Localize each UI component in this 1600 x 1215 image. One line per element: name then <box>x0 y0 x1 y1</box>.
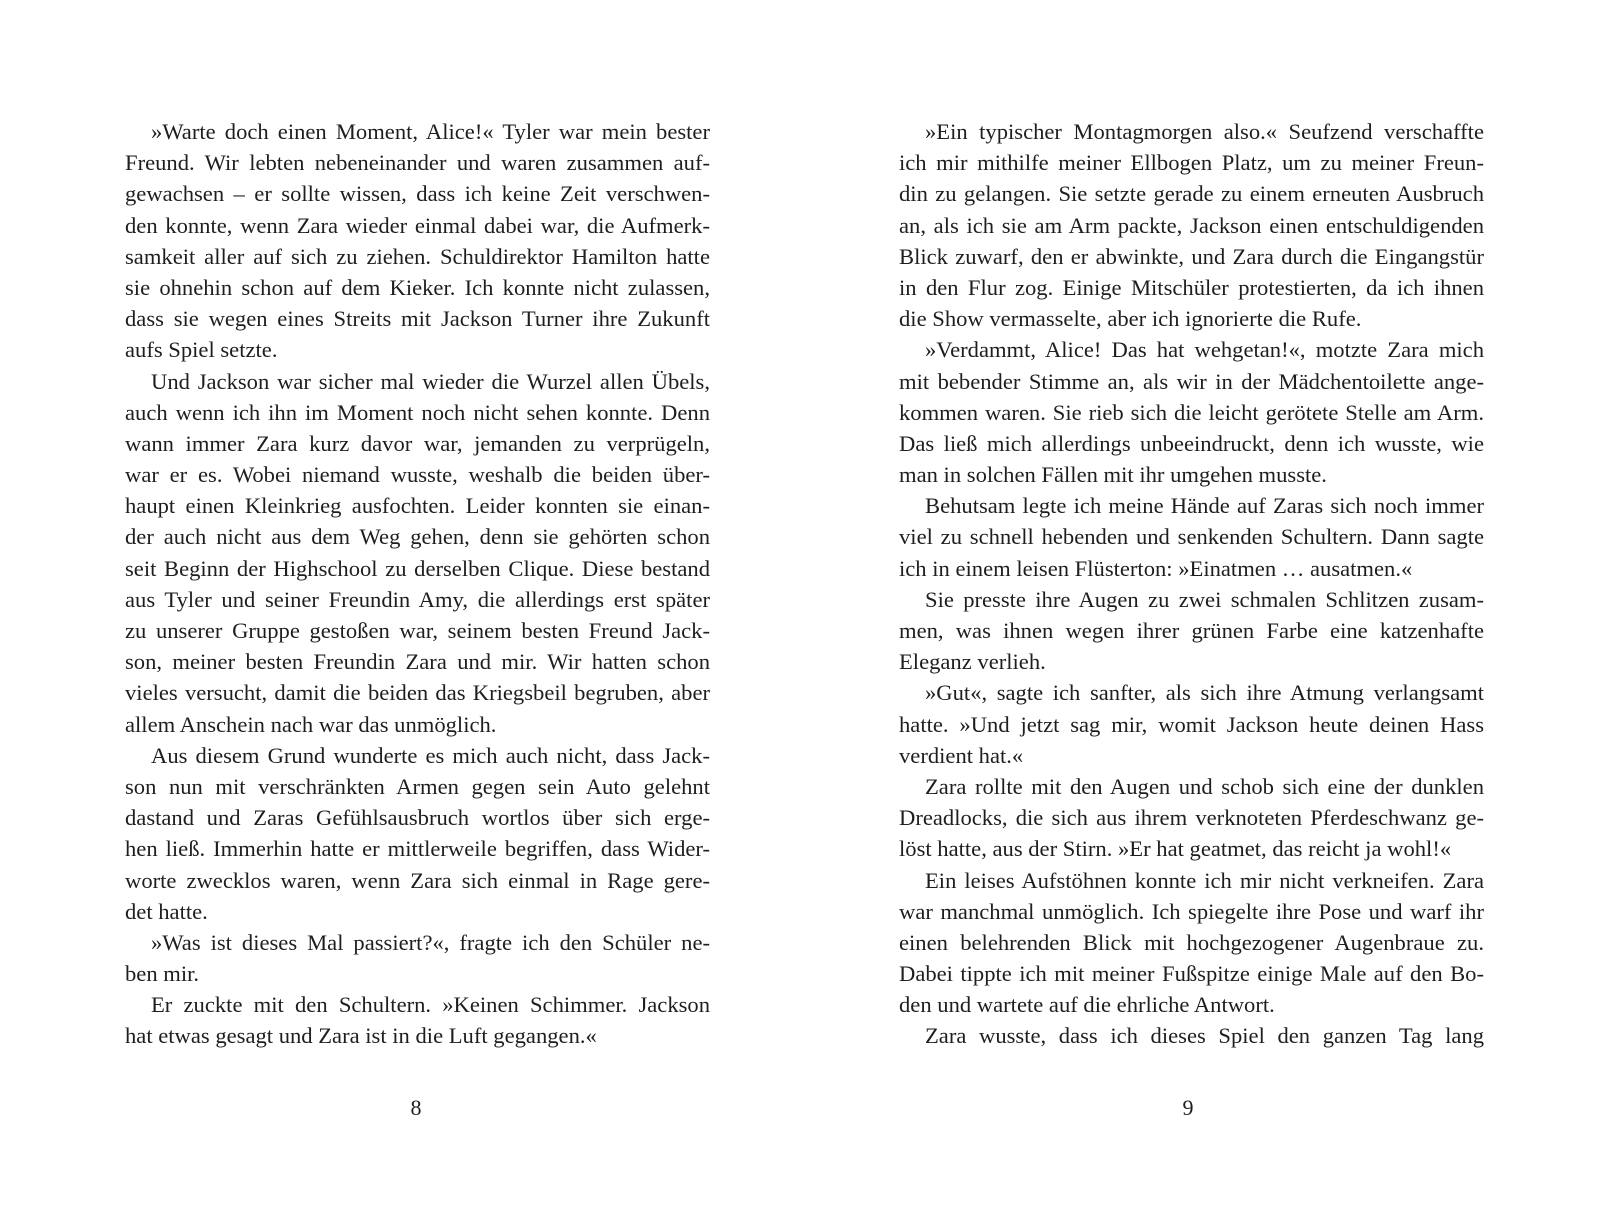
text-line: Blick zuwarf, den er abwinkte, und Zara durch die Eingangstür <box>899 243 1484 269</box>
text-line: mit bebender Stimme an, als wir in der Mädchentoilette ange- <box>899 368 1484 394</box>
text-line: hatte. »Und jetzt sag mir, womit Jackson heute deinen Hass <box>899 711 1484 737</box>
text-line: Freund. Wir lebten nebeneinander und waren zusammen auf- <box>125 150 710 176</box>
text-line: Zara rollte mit den Augen und schob sich eine der dunklen <box>925 773 1484 799</box>
page-text <box>125 116 710 1052</box>
text-line: Das ließ mich allerdings unbeeindruckt, denn ich wusste, wie <box>899 430 1484 456</box>
text-line: dastand und Zaras Gefühlsausbruch wortlos über sich erge- <box>125 805 710 831</box>
text-line: Aus diesem Grund wunderte es mich auch nicht, dass Jack- <box>151 742 710 768</box>
text-line: dass sie wegen eines Streits mit Jackson Turner ihre Zukunft <box>125 306 710 332</box>
right-page <box>800 0 1600 1215</box>
text-line: worte zwecklos waren, wenn Zara sich einmal in Rage gere- <box>125 867 710 893</box>
text-line: ich mir mithilfe meiner Ellbogen Platz, um zu meiner Freun- <box>899 150 1484 176</box>
page-text <box>899 116 1484 1052</box>
text-line: haupt einen Kleinkrieg ausfochten. Leider konnten sie einan- <box>125 493 710 519</box>
text-line: din zu gelangen. Sie setzte gerade zu einem erneuten Ausbruch <box>899 181 1484 207</box>
text-line: aus Tyler und seiner Freundin Amy, die allerdings erst später <box>125 586 710 612</box>
text-line: men, was ihnen wegen ihrer grünen Farbe eine katzenhafte <box>899 618 1484 643</box>
text-line: der auch nicht aus dem Weg gehen, denn sie gehörten schon <box>125 524 710 550</box>
text-line: vieles versucht, damit die beiden das Kriegsbeil begruben, aber <box>125 680 710 706</box>
text-line: Und Jackson war sicher mal wieder die Wurzel allen Übels, <box>151 368 710 394</box>
text-line: »Ein typischer Montagmorgen also.« Seufzend verschaffte <box>925 119 1484 144</box>
text-line: in den Flur zog. Einige Mitschüler protestierten, da ich ihnen <box>899 274 1484 300</box>
text-line: ben mir. <box>125 961 200 987</box>
text-line: gewachsen – er sollte wissen, dass ich keine Zeit verschwen- <box>125 181 710 207</box>
text-line: an, als ich sie am Arm packte, Jackson einen entschuldigenden <box>899 212 1484 238</box>
text-line: wann immer Zara kurz davor war, jemanden zu verprügeln, <box>125 430 710 456</box>
text-line: son, meiner besten Freundin Zara und mir. Wir hatten schon <box>125 649 710 675</box>
text-line: einen belehrenden Blick mit hochgezogener Augenbraue zu. <box>899 929 1484 955</box>
text-line: hen ließ. Immerhin hatte er mittlerweile begriffen, dass Wider- <box>125 836 710 862</box>
text-line: Ein leises Aufstöhnen konnte ich mir nicht verkneifen. Zara <box>925 867 1484 893</box>
text-line: ich in einem leisen Flüsterton: »Einatmen … ausatmen.« <box>899 555 1413 581</box>
text-line: Dreadlocks, die sich aus ihrem verknoteten Pferdeschwanz ge- <box>899 805 1484 831</box>
text-line: man in solchen Fällen mit ihr umgehen musste. <box>899 462 1327 488</box>
text-line: sie ohnehin schon auf dem Kieker. Ich konnte nicht zulassen, <box>125 274 710 300</box>
text-line: seit Beginn der Highschool zu derselben Clique. Diese bestand <box>125 555 710 581</box>
text-line: löst hatte, aus der Stirn. »Er hat geatmet, das reicht ja wohl!« <box>899 836 1452 862</box>
text-line: »Warte doch einen Moment, Alice!« Tyler war mein bester <box>151 119 710 144</box>
text-line: auch wenn ich ihn im Moment noch nicht sehen konnte. Denn <box>125 399 710 425</box>
text-line: samkeit aller auf sich zu ziehen. Schuldirektor Hamilton hatte <box>125 243 710 269</box>
text-line: allem Anschein nach war das unmöglich. <box>125 711 497 737</box>
text-line: war manchmal unmöglich. Ich spiegelte ihre Pose und warf ihr <box>899 898 1484 924</box>
text-line: hat etwas gesagt und Zara ist in die Luft gegangen.« <box>125 1023 597 1049</box>
text-line: »Was ist dieses Mal passiert?«, fragte ich den Schüler ne- <box>151 929 710 955</box>
text-line: verdient hat.« <box>899 742 1024 768</box>
text-line: Zara wusste, dass ich dieses Spiel den ganzen Tag lang <box>925 1023 1484 1049</box>
text-line: aufs Spiel setzte. <box>125 337 278 363</box>
text-line: Er zuckte mit den Schultern. »Keinen Schimmer. Jackson <box>151 992 710 1018</box>
text-line: Behutsam legte ich meine Hände auf Zaras sich noch immer <box>925 493 1484 519</box>
text-line: det hatte. <box>125 898 208 924</box>
text-line: Dabei tippte ich mit meiner Fußspitze einige Male auf den Bo- <box>899 961 1484 987</box>
text-line: viel zu schnell hebenden und senkenden Schultern. Dann sagte <box>899 524 1484 550</box>
text-line: kommen waren. Sie rieb sich die leicht gerötete Stelle am Arm. <box>899 399 1484 425</box>
page-number: 9 <box>1182 1095 1194 1120</box>
text-line: die Show vermasselte, aber ich ignorierte die Rufe. <box>899 306 1362 332</box>
text-line: den konnte, wenn Zara wieder einmal dabei war, die Aufmerk- <box>125 212 710 238</box>
text-line: Eleganz verlieh. <box>899 649 1046 675</box>
text-line: »Gut«, sagte ich sanfter, als sich ihre Atmung verlangsamt <box>925 680 1484 706</box>
text-line: »Verdammt, Alice! Das hat wehgetan!«, motzte Zara mich <box>925 337 1484 363</box>
text-line: den und wartete auf die ehrliche Antwort. <box>899 992 1275 1018</box>
text-line: zu unserer Gruppe gestoßen war, seinem besten Freund Jack- <box>125 618 710 643</box>
text-line: war er es. Wobei niemand wusste, weshalb die beiden über- <box>125 462 710 488</box>
page-number: 8 <box>410 1095 422 1120</box>
text-line: son nun mit verschränkten Armen gegen sein Auto gelehnt <box>125 773 710 799</box>
text-line: Sie presste ihre Augen zu zwei schmalen Schlitzen zusam- <box>925 586 1484 612</box>
